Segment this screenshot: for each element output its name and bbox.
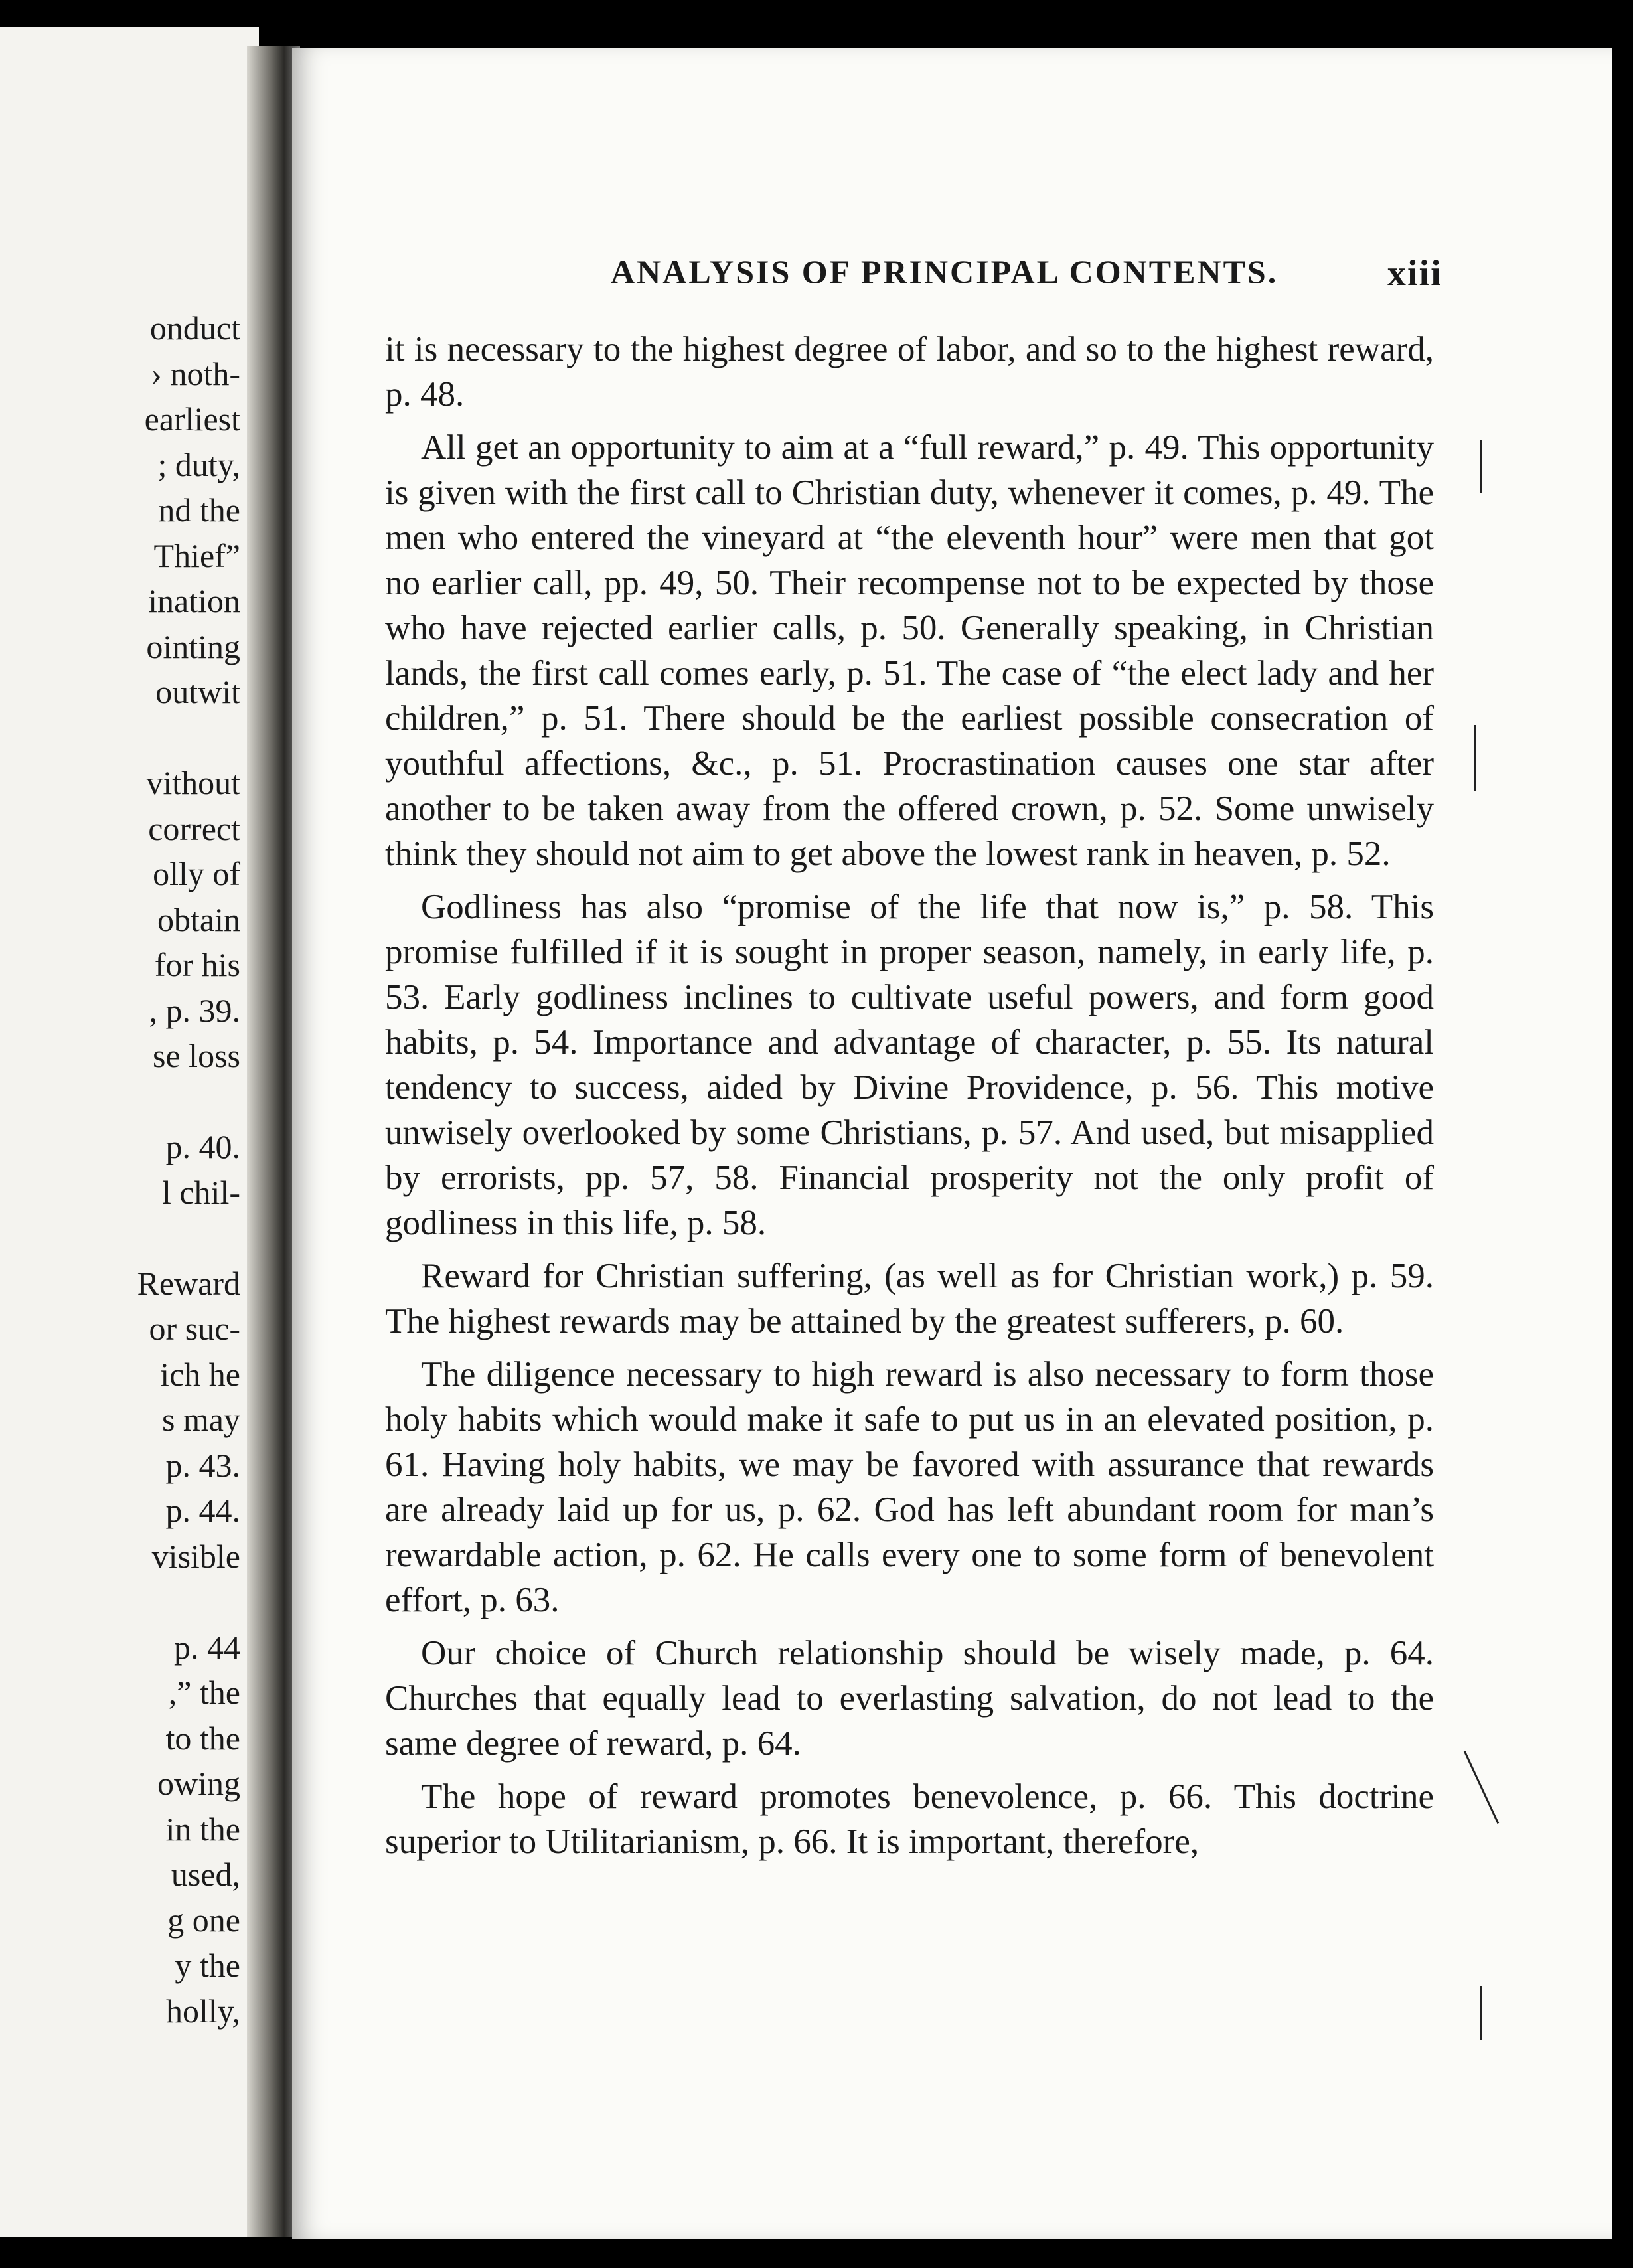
- left-page-line: ich he: [160, 1355, 240, 1393]
- left-page-fragment: [0, 27, 259, 2237]
- margin-pencil-marks: [1474, 48, 1527, 2239]
- left-page-line: nd the: [158, 491, 240, 528]
- left-page-line: p. 44.: [165, 1492, 240, 1529]
- left-page-line: ointing: [146, 627, 240, 665]
- left-page-line: l chil-: [161, 1173, 240, 1211]
- left-page-line: to the: [165, 1719, 240, 1757]
- left-page-line: obtain: [157, 900, 240, 938]
- left-page-line: correct: [148, 809, 240, 847]
- body-paragraph: Reward for Christian suffering, (as well as for Christian work,) p. 59. The highest rewards may be attained by the greatest sufferers, p. 60.: [385, 1257, 1434, 1340]
- left-page-line: p. 44: [174, 1628, 240, 1666]
- margin-mark: [1464, 1751, 1499, 1824]
- left-page-line: in the: [165, 1810, 240, 1848]
- left-page-line: ; duty,: [157, 446, 240, 483]
- body-paragraph: All get an opportunity to aim at a “full reward,” p. 49. This opportunity is given with the first call to Christian duty, whenever it comes, p. 49. The men who entered the vineyard at “the eleventh hour” were men that got no earlier call, pp. 49, 50. Their recompense not to be expected by those who have rejected earlier calls, p. 50. Generally speaking, in Christian lands, the first call comes early, p. 51. The case of “the elect lady and her children,” p. 51. There should be the earliest possible consecration of youthful affections, &c., p. 51. Procrastination causes one star after another to be taken away from the offered crown, p. 52. Some unwisely think they should not aim to get above the lowest rank in heaven, p. 52.: [385, 428, 1434, 873]
- left-page-line: se loss: [153, 1037, 240, 1074]
- page-number: xiii: [1387, 253, 1442, 294]
- left-page-line: g one: [167, 1901, 240, 1939]
- left-page-line: s may: [161, 1401, 240, 1438]
- margin-mark: [1480, 1986, 1482, 2040]
- left-page-line: p. 43.: [165, 1446, 240, 1484]
- scanner-bottom-edge: [0, 2239, 1633, 2268]
- left-page-line: Reward: [137, 1264, 240, 1302]
- body-paragraph: it is necessary to the highest degree of labor, and so to the highest reward, p. 48.: [385, 330, 1434, 414]
- margin-mark: [1474, 725, 1476, 791]
- left-page-line: for his: [154, 946, 240, 983]
- body-paragraph: The hope of reward promotes benevolence, p. 66. This doctrine superior to Utilitarianism, p. 66. It is important, therefore,: [385, 1777, 1434, 1861]
- left-page-line: [137, 1079, 241, 1125]
- body-paragraph: Our choice of Church relationship should be wisely made, p. 64. Churches that equally lead to everlasting salvation, do not lead to the same degree of reward, p. 64.: [385, 1634, 1434, 1763]
- left-page-line: y the: [175, 1947, 240, 1984]
- left-page-line: used,: [171, 1856, 240, 1893]
- left-page-line: ,” the: [168, 1674, 240, 1711]
- left-page-line: or suc-: [149, 1310, 240, 1347]
- left-page-line: [137, 715, 241, 761]
- right-page: [292, 48, 1612, 2239]
- running-title: ANALYSIS OF PRINCIPAL CONTENTS.: [611, 253, 1279, 290]
- left-page-line: p. 40.: [165, 1128, 240, 1165]
- body-paragraph: The diligence necessary to high reward is also necessary to form those holy habits which would make it safe to put us in an elevated position, p. 61. Having holy habits, we may be favored with assurance that rewards are already laid up for us, p. 62. God has left abundant room for man’s rewardable action, p. 62. He calls every one to some form of benevolent effort, p. 63.: [385, 1355, 1434, 1619]
- left-page-line: [137, 1579, 241, 1625]
- left-page-line: onduct: [149, 309, 240, 347]
- left-page-line: vithout: [146, 764, 240, 801]
- margin-mark: [1480, 440, 1482, 493]
- body-paragraph: Godliness has also “promise of the life that now is,” p. 58. This promise fulfilled if it is sought in proper season, namely, in early life, p. 53. Early godliness inclines to cultivate useful powers, and form good habits, p. 54. Importance and advantage of character, p. 55. Its natural tendency to success, aided by Divine Providence, p. 56. This motive unwisely overlooked by some Christians, p. 57. And used, but misapplied by errorists, pp. 57, 58. Financial prosperity not the only profit of godliness in this life, p. 58.: [385, 888, 1434, 1242]
- left-page-line: Thief”: [153, 536, 240, 574]
- left-page-line: holly,: [165, 1992, 240, 2030]
- left-page-line: owing: [157, 1765, 240, 1802]
- left-page-line: olly of: [153, 855, 240, 892]
- left-page-line: visible: [151, 1537, 240, 1575]
- left-page-line: earliest: [144, 400, 240, 438]
- left-page-line: [137, 1215, 241, 1261]
- left-page-line: outwit: [155, 673, 240, 710]
- left-page-line: , p. 39.: [149, 991, 240, 1029]
- left-page-line: ination: [148, 582, 240, 619]
- page-body: [385, 327, 1434, 1872]
- left-page-text-fragments: [137, 305, 241, 2034]
- left-page-line: › noth-: [151, 355, 240, 392]
